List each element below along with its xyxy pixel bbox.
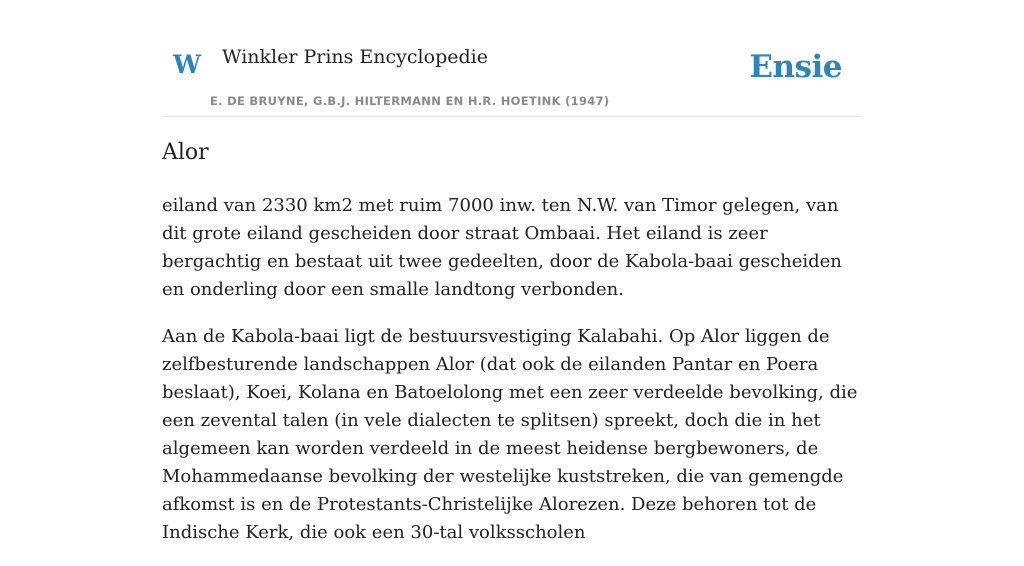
site-header <box>162 0 862 117</box>
article-paragraph: Aan de Kabola-baai ligt de bestuursvestiging Kalabahi. Op Alor liggen de zelfbesturende landschappen Alor (dat ook de eilanden Pantar en Poera beslaat), Koei, Kolana en Batoelolong met een zeer verdeelde bevolking, die een zevental talen (in vele dialecten te splitsen) spreekt, doch die in het algemeen kan worden verdeeld in de meest heidense bergbewoners, de Mohammedaanse bevolking der westelijke kuststreken, die van gemengde afkomst is en de Protestants-Christelijke Alorezen. Deze behoren tot de Indische Kerk, die ook een 30-tal volksscholen <box>162 326 858 543</box>
winkler-prins-logo[interactable]: W <box>173 50 202 79</box>
ensie-logo[interactable]: Ensie <box>749 49 842 85</box>
article-body <box>162 192 866 566</box>
article-paragraph: eiland van 2330 km2 met ruim 7000 inw. ten N.W. van Timor gelegen, van dit grote eiland gescheiden door straat Ombaai. Het eiland is zeer bergachtig en bestaat uit twee gedeelten, door de Kabola-baai gescheiden en onderling door een smalle landtong verbonden. <box>162 195 842 300</box>
book-authors: E. DE BRUYNE, G.B.J. HILTERMANN EN H.R. HOETINK (1947) <box>210 94 610 108</box>
book-title[interactable]: Winkler Prins Encyclopedie <box>222 46 488 68</box>
article-title: Alor <box>162 140 209 165</box>
